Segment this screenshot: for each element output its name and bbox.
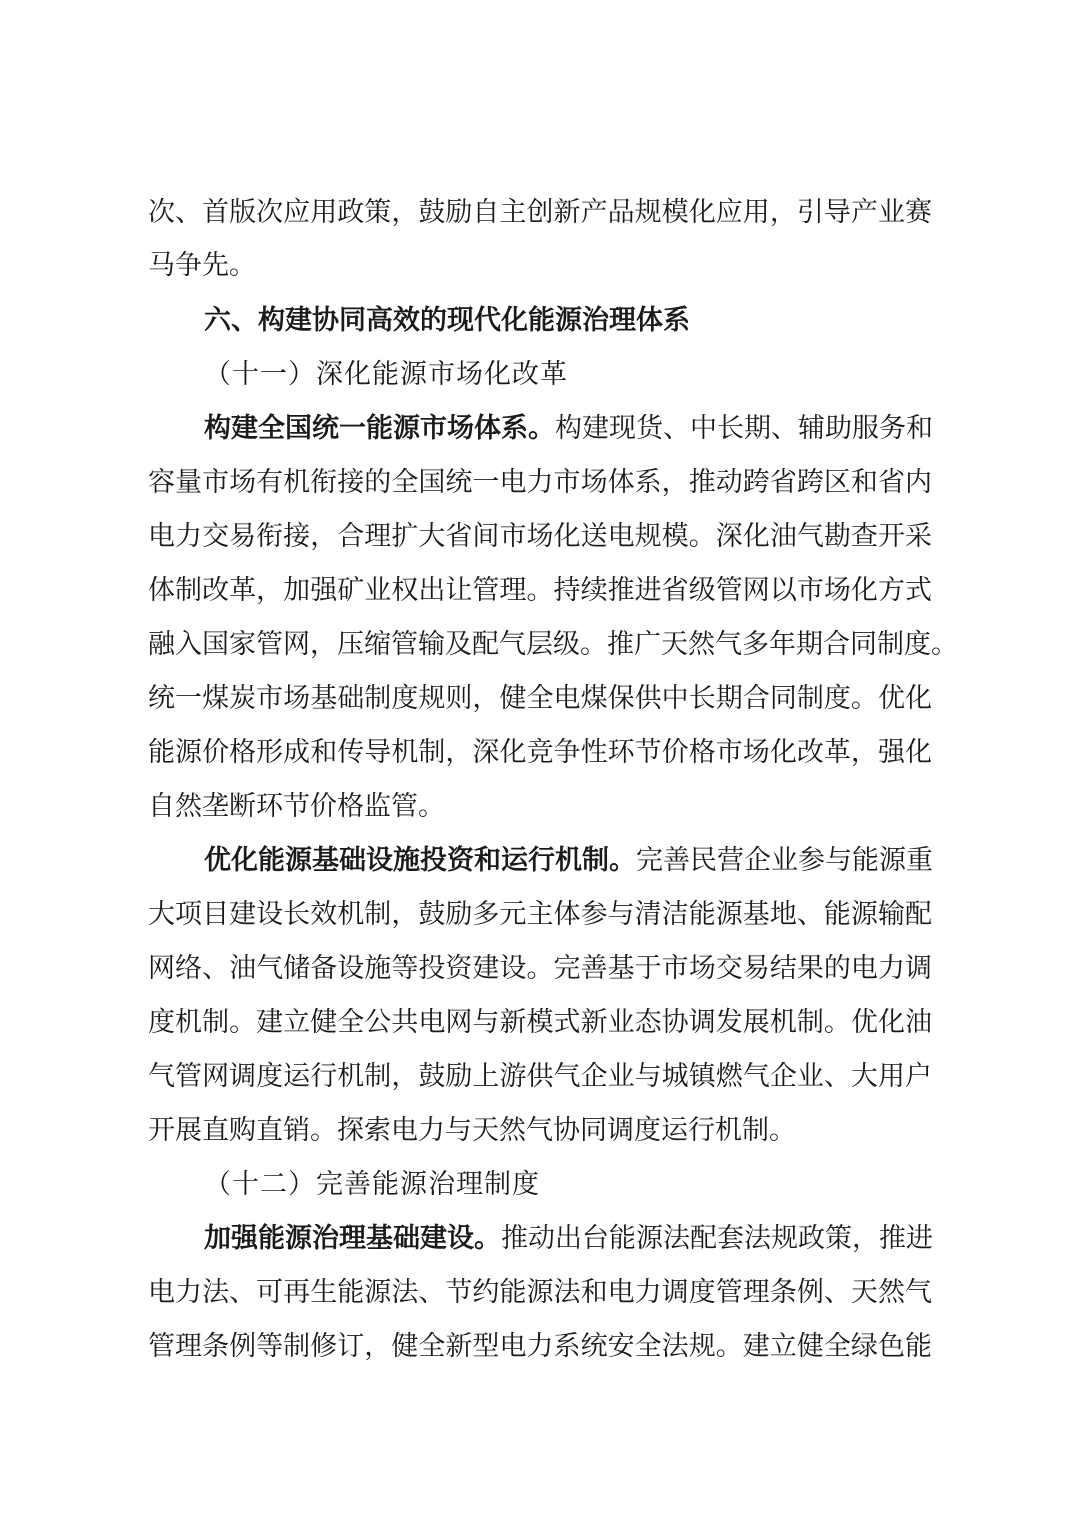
paragraph-line: 气管网调度运行机制，鼓励上游供气企业与城镇燃气企业、大用户 bbox=[148, 1061, 932, 1092]
paragraph-line: 度机制。建立健全公共电网与新模式新业态协调发展机制。优化油 bbox=[148, 1007, 932, 1038]
paragraph-line: 电力交易衔接，合理扩大省间市场化送电规模。深化油气勘查开采 bbox=[148, 521, 932, 552]
subsection-heading: （十一）深化能源市场化改革 bbox=[204, 359, 568, 390]
paragraph-lead: 构建全国统一能源市场体系。 bbox=[204, 413, 555, 444]
paragraph-line: 网络、油气储备设施等投资建设。完善基于市场交易结果的电力调 bbox=[148, 953, 932, 984]
paragraph-line: 统一煤炭市场基础制度规则，健全电煤保供中长期合同制度。优化 bbox=[148, 683, 932, 714]
paragraph-line bbox=[204, 841, 932, 881]
paragraph-lead: 加强能源治理基础建设。 bbox=[204, 1223, 501, 1254]
paragraph-lead: 优化能源基础设施投资和运行机制。 bbox=[204, 845, 636, 876]
paragraph-line: 电力法、可再生能源法、节约能源法和电力调度管理条例、天然气 bbox=[148, 1277, 932, 1308]
paragraph-line: 自然垄断环节价格监管。 bbox=[148, 791, 445, 822]
paragraph-line: 开展直购直销。探索电力与天然气协同调度运行机制。 bbox=[148, 1115, 796, 1146]
paragraph-line: 融入国家管网，压缩管输及配气层级。推广天然气多年期合同制度。 bbox=[148, 629, 958, 660]
paragraph-line bbox=[204, 409, 932, 449]
paragraph-line: 管理条例等制修订，健全新型电力系统安全法规。建立健全绿色能 bbox=[148, 1331, 932, 1362]
section-heading: 六、构建协同高效的现代化能源治理体系 bbox=[204, 305, 690, 336]
paragraph-line: 能源价格形成和传导机制，深化竞争性环节价格市场化改革，强化 bbox=[148, 737, 932, 768]
paragraph-text: 构建现货、中长期、辅助服务和 bbox=[555, 413, 933, 444]
paragraph-line: 次、首版次应用政策，鼓励自主创新产品规模化应用，引导产业赛 bbox=[148, 197, 932, 228]
paragraph-line: 马争先。 bbox=[148, 250, 256, 281]
paragraph-line: 体制改革，加强矿业权出让管理。持续推进省级管网以市场化方式 bbox=[148, 575, 932, 606]
paragraph-line: 容量市场有机衔接的全国统一电力市场体系，推动跨省跨区和省内 bbox=[148, 467, 932, 498]
subsection-heading: （十二）完善能源治理制度 bbox=[204, 1169, 540, 1200]
paragraph-text: 推动出台能源法配套法规政策，推进 bbox=[501, 1223, 933, 1254]
paragraph-line bbox=[204, 1219, 932, 1259]
paragraph-text: 完善民营企业参与能源重 bbox=[636, 845, 933, 876]
paragraph-line: 大项目建设长效机制，鼓励多元主体参与清洁能源基地、能源输配 bbox=[148, 899, 932, 930]
